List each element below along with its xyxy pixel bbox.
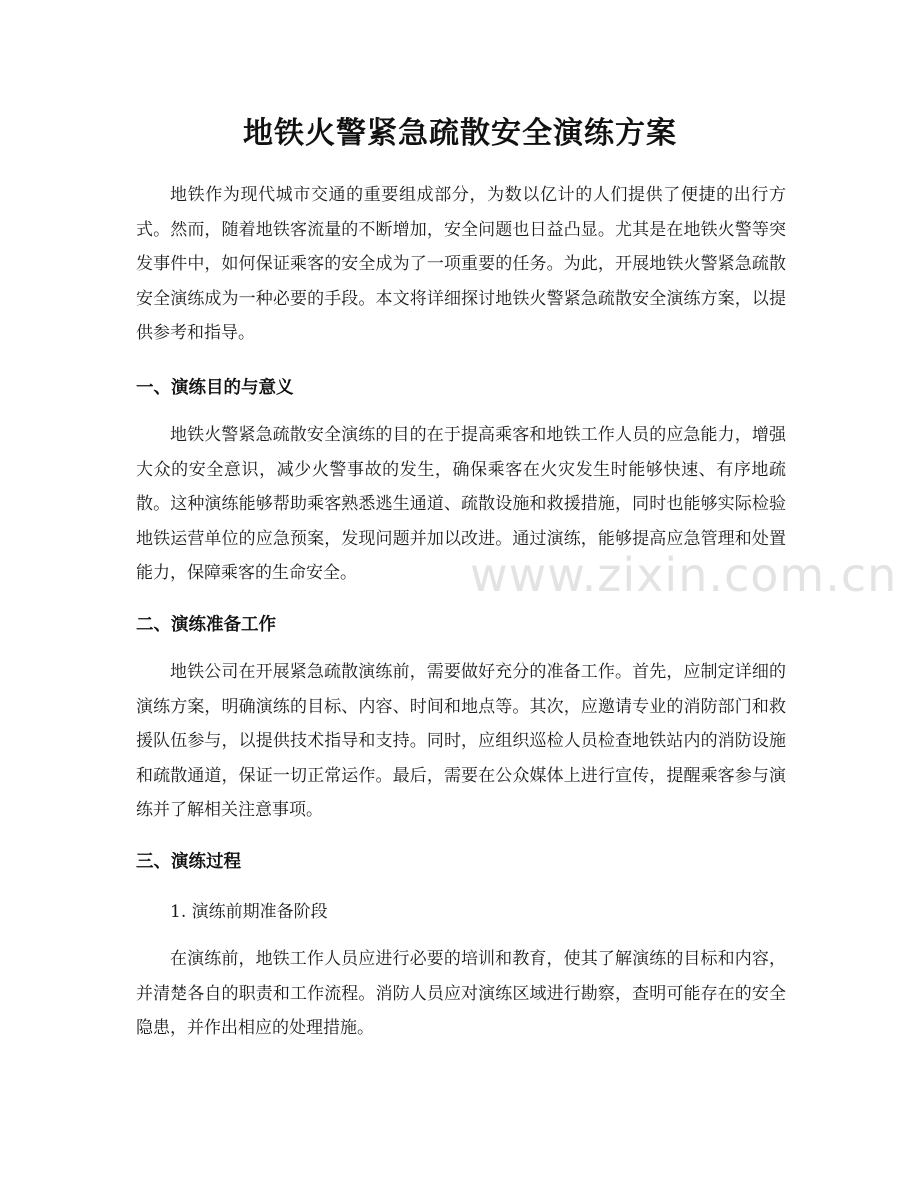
subsection-heading-pre-stage: 1. 演练前期准备阶段 bbox=[170, 901, 328, 922]
intro-paragraph: 地铁作为现代城市交通的重要组成部分，为数以亿计的人们提供了便捷的出行方式。然而，随着地铁客流量的不断增加，安全问题也日益凸显。尤其是在地铁火警等突发事件中，如何保证乘客的安全成为了一项重要的任务。为此，开展地铁火警紧急疏散安全演练成为一种必要的手段。本文将详细探讨地铁火警紧急疏散安全演练方案，以提供参考和指导。 bbox=[136, 185, 786, 344]
section-body-pre-stage: 在演练前，地铁工作人员应进行必要的培训和教育，使其了解演练的目标和内容，并清楚各自的职责和工作流程。消防人员应对演练区域进行勘察，查明可能存在的安全隐患，并作出相应的处理措施。 bbox=[136, 948, 786, 1039]
section-body-preparation: 地铁公司在开展紧急疏散演练前，需要做好充分的准备工作。首先，应制定详细的演练方案，明确演练的目标、内容、时间和地点等。其次，应邀请专业的消防部门和救援队伍参与，以提供技术指导和支持。同时，应组织巡检人员检查地铁站内的消防设施和疏散通道，保证一切正常运作。最后，需要在公众媒体上进行宣传，提醒乘客参与演练并了解相关注意事项。 bbox=[136, 661, 786, 821]
section-heading-preparation: 二、演练准备工作 bbox=[136, 614, 276, 635]
document-body bbox=[136, 178, 786, 1046]
section-heading-process: 三、演练过程 bbox=[136, 851, 241, 872]
section-body-purpose: 地铁火警紧急疏散安全演练的目的在于提高乘客和地铁工作人员的应急能力，增强大众的安全意识，减少火警事故的发生，确保乘客在火灾发生时能够快速、有序地疏散。这种演练能够帮助乘客熟悉逃生通道、疏散设施和救援措施，同时也能够实际检验地铁运营单位的应急预案，发现问题并加以改进。通过演练，能够提高应急管理和处置能力，保障乘客的生命安全。 bbox=[136, 424, 786, 584]
document-title: 地铁火警紧急疏散安全演练方案 bbox=[243, 116, 677, 151]
watermark: www.zixin.com.cn bbox=[470, 548, 898, 602]
section-heading-purpose: 一、演练目的与意义 bbox=[136, 377, 294, 398]
